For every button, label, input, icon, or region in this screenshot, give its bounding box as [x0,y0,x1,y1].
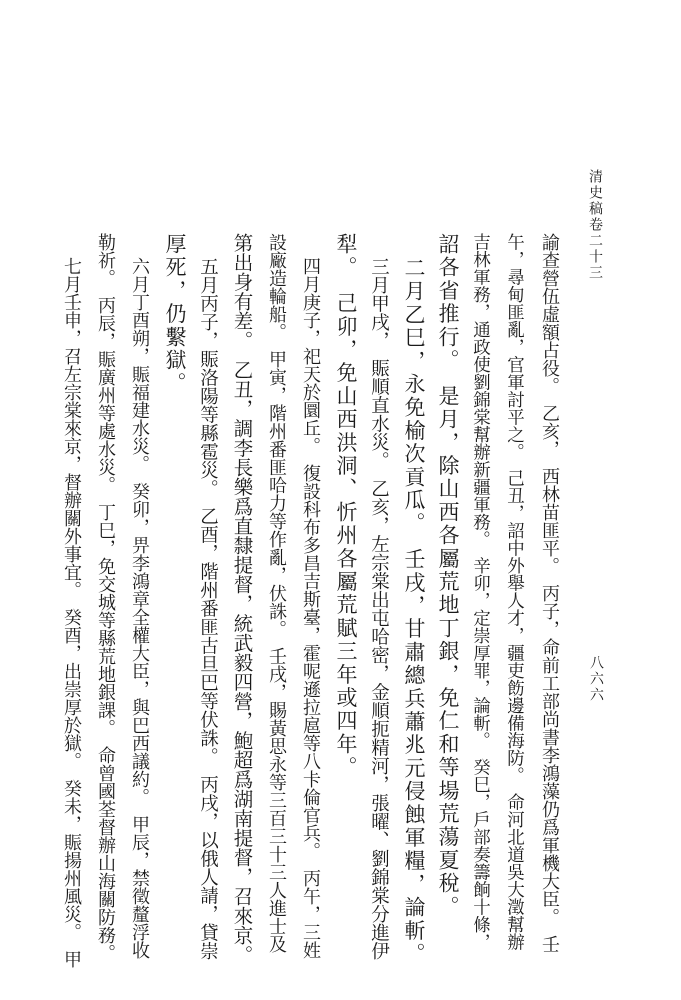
text-column: 厚死，仍繫獄。 [163,233,187,396]
header-title: 清史稿卷二十三 [587,169,603,281]
text-column: 諭查營伍虛額占役。 乙亥， 西林苗匪平。 丙子，命前工部尚書李鴻藻仍爲軍機大臣。 壬 [539,233,560,953]
text-column: 六月丁酉朔，賑福建水災。 癸卯，畀李鴻章全權大臣，與巴西議約。 甲辰，禁徵釐浮收 [129,257,150,959]
text-column: 勒祈。 丙辰，賑廣州等處水災。 丁巳，免交城等縣荒地銀課。 命曾國荃督辦山海關防務。 [95,233,116,962]
text-column: 三月甲戌， 賑順直水災。 乙亥，左宗棠出屯哈密，金順扼精河，張曜、劉錦棠分進伊 [368,257,390,960]
text-column: 設廠造輪船。 甲寅，階州番匪哈力等作亂，伏誅。 壬戌，賜黃思永等三百三十三人進士及 [266,233,287,953]
text-column: 第出身有差。 乙丑，調李長樂爲直隸提督，統武毅四營，鮑超爲湖南提督，召來京。 [230,233,254,965]
text-column: 二月乙巳，永免榆次貢瓜。 壬戌，甘肅總兵蕭兆元侵蝕軍糧，論斬。 [402,257,426,966]
page-number: 八六六 [588,655,604,703]
text-column: 午，尋甸匪亂，官軍討平之。 己丑，詔中外舉人才，疆吏飭邊備海防。 命河北道吳大澂幫辦 [504,233,525,951]
text-column: 犁。 己卯，免山西洪洞、忻州各屬荒賦三年或四年。 [334,233,358,780]
text-column: 詔各省推行。 是月，除山西各屬荒地丁銀，免仁和等場荒蕩夏稅。 [436,233,460,919]
text-column: 四月庚子，祀天於圜丘。 復設科布多昌吉斯臺，霍呢遜拉扈等八卡倫官兵。 丙午，三姓 [300,257,321,959]
text-column: 七月壬申，召左宗棠來京，督辦關外事宜。 癸酉，出崇厚於獄。 癸未，賑揚州風災。 甲 [61,257,82,968]
text-column: 吉林軍務，通政使劉錦棠幫辦新疆軍務。 辛卯，定崇厚罪，論斬。 癸巳，戶部奏籌餉十條， [470,233,491,951]
text-column: 五月丙子，賑洛陽等縣雹災。 乙酉，階州番匪古旦巴等伏誅。 丙戌，以俄人請，貸崇 [197,257,219,960]
